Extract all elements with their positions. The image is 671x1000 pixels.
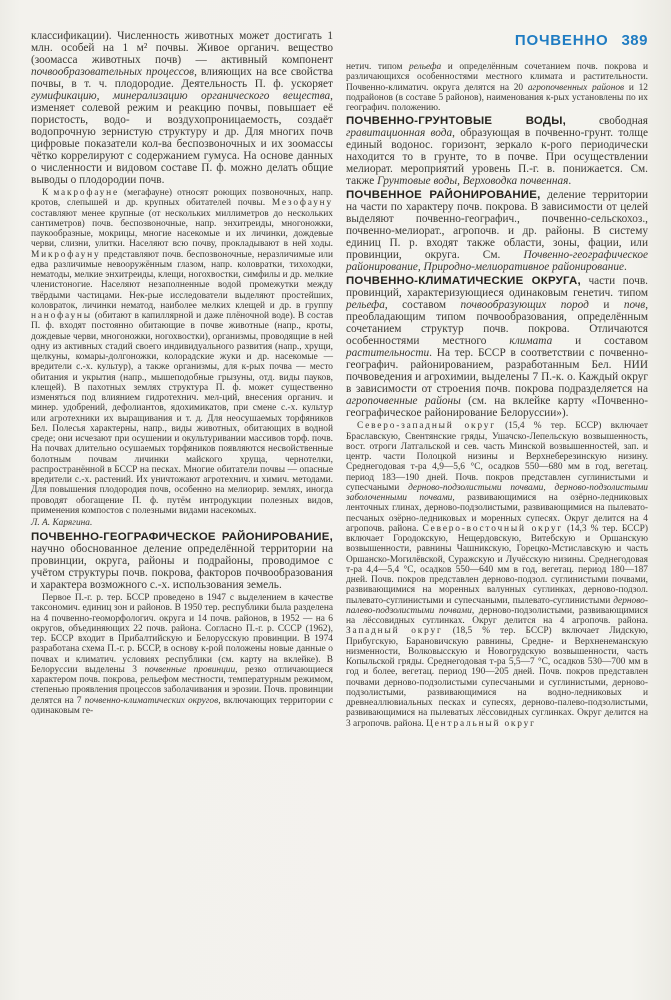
- text-run: , дерново-подзолистыми, развивающимися на лёссовидных суглинках. Округ делится на 4 агропочв. района.: [346, 605, 648, 626]
- text-run: Центральный округ: [426, 718, 536, 729]
- text-run: (18,5 % тер. БССР) включает Лидскую, Прибугскую, Барановичскую равнины, Средне- и Верхненеманскую низменности, Волковысскую и Новогрудскую возвышенности, часть Копыльской гряды. Среднегодовая т-ра 5,5—7 °С, осадков 530—700 мм в год и более, вегетац. период 190—205 дней. Почв. покров представлен почвами дерново-подзолистыми супесчаными и суглинистыми, дерново-подзолистыми, развивающимися на водно-ледниковых и древнеаллювиальных песках и супесях, дерново-палево-подзолистыми, развивающимися на пылеватых лёссовидных суглинках. Округ делится на 3 агропочв. района.: [346, 626, 648, 729]
- text-run: агропочвенных районов: [527, 82, 625, 93]
- text-run: свободная: [566, 115, 648, 128]
- text-run: составляют менее крупные (от нескольких миллиметров до нескольких сантиметров) почв. беспозвоночные, напр. энхитреиды, многоножки, паукообразные, мокрицы, многие насекомые и их личинки, дождевые черви, слизни, улитки. Населяют всю почву, прокладывают в ней ходы.: [31, 208, 333, 250]
- text-run: почвенные провинции: [144, 664, 236, 675]
- text-run: (15,4 % тер. БССР) включает Браславскую, Свентянские гряды, Ушачско-Лепельскую возвышенность, вост. отроги Латгальской и сев. часть Минской возвышенностей, зап. и центр. части Полоцкой низины и Верхнеберезинскую низину. Среднегодовая т-ра 4,9—5,6 °С, осадков 550—680 мм в год, вегетац. период 183—190 дней. Почв. покров представлен суглинистыми и супесчаными: [346, 421, 649, 493]
- running-head-word: ПОЧВЕННО: [514, 32, 609, 49]
- text-run: классификации). Численность животных может достигать 1 млн. особей на 1 м² почвы. Живое органич. вещество (зоомасса животных почв) — активный компонент: [31, 30, 333, 66]
- text-run: почвообразовательных процессов: [31, 66, 195, 78]
- text-run: и составом: [552, 335, 648, 348]
- text-run: научно обоснованное деление определённой территории на провинции, округа, районы и подрайоны, проводимое с учётом структуры почв. покрова, факторов почвообразования и характера возможного с.-х. использования земель.: [31, 543, 333, 591]
- text-run: почвенно-климатических округов: [84, 695, 219, 706]
- entry-paragraph: [31, 531, 333, 591]
- entry-headword: ПОЧВЕННО-ГРУНТОВЫЕ ВОДЫ,: [346, 115, 567, 128]
- paragraph: [31, 30, 333, 186]
- text-run: нетич. типом: [346, 62, 409, 72]
- entry-headword: ПОЧВЕННО-КЛИМАТИЧЕСКИЕ ОКРУГА,: [346, 275, 581, 288]
- text-run: Северо-восточный округ: [422, 523, 563, 534]
- text-run: и определённым сочетанием почв. покрова и различающихся особенностями местного климата и растительности. Почвенно-климатич. округа делятся на 20: [346, 62, 648, 93]
- text-run: .: [568, 175, 572, 188]
- running-head: [346, 32, 648, 49]
- text-run: Л. А. Карягина.: [31, 518, 93, 528]
- text-run: Микрофауну: [31, 249, 101, 260]
- text-run: , развивающимися на озёрно-ледниковых ленточных глинах, дерново-подзолистыми, развивающимися на пылевато-песчаных озёрно-ледниковых и моренных супесях. Округ делится на 4 агропочв. района.: [346, 493, 648, 534]
- paragraph: [346, 62, 648, 113]
- text-run: почвообразующих пород: [460, 299, 589, 312]
- text-run: деление территории на части по характеру почв. покрова. В зависимости от целей выделяют почвенно-географич., почвенно-сельскохоз., почвенно-мелиорат., агропочв. и др. районы. В систему единиц П. р. входят также области, зоны, фации, или провинции, округа. См.: [346, 189, 648, 262]
- text-run: растительности: [346, 347, 430, 360]
- text-run: , резко отличающиеся характером почв. покрова, рельефом местности, температурным режимом, степенью проявления процессов заболачивания и эрозии. Почв. провинции делятся на 7: [31, 664, 333, 706]
- page-number: 389: [621, 32, 648, 49]
- text-run: Мезофауну: [271, 198, 333, 209]
- text-run: (обитают в капиллярной и даже плёночной воде). В состав П. ф. входят постоянно обитающие в почве животные (напр., кроты, дождевые черви, многоножки, ногохвостки), организмы, проводящие в ней одну из активных стадий своего индивидуального развития (напр., хрущи, щелкуны, комары-долгоножки, колорадские жуки и др. насекомые — вредители с.-х. культур), а также организмы, для к-рых почва — место обитания и укрытия (напр., мышеподобные грызуны, отд. виды пауков, клещей). В пахотных землях структура П. ф. может существенно изменяться под влиянием гидротехнич. мел-ций, внесения органич. и минер. удобрений, дефолиантов, ядохимикатов, при смене с.-х. культур или агротехники их выращивания и т. д. Для неосушаемых торфяников Бел. Полесья характерны, напр., виды животных, обитающих в водной среде; они исчезают при осушении и окультуривании массивов торф. почв. На почвах длительно осушаемых торфяников появляются несвойственные болотным почвам личинки майского хруща, чернотелки, распространённой в БССР на песках. Многие обитатели почвы — опасные вредители с.-х. растений. Их уничтожают агротехнич. и химич. методами. Для повышения плодородия почв, особенно на мелиорир. землях, иногда проводят обогащение П. ф. путём интродукции полезных видов, применения компостов с полезными видами насекомых.: [31, 311, 333, 516]
- text-run: Первое П.-г. р. тер. БССР проведено в 1947 с выделением в качестве таксономич. единиц зон и районов. В 1950 тер. республики была разделена на 4 почвенно-геоморфологич. округа и 14 почв. районов, в 1952 — на 6 округов, объединяющих 22 почв. района. Согласно П.-г. р. СССР (1962), тер. БССР входит в Прибалтийскую и Белорусскую провинции. В 1974 разработана схема П.-г. р. БССР, в основу к-рой положены новые данные о почвах и климатич. условиях республики (см. карту на вклейке). В Белоруссии выделены 3: [31, 593, 333, 675]
- author-signature: [31, 518, 333, 529]
- text-run: . На тер. БССР в соответствии с почвенно-географич. районированием, разработанным Бел. НИИ почвоведения и агрохимии, выделены 7 П.-к. о. Каждый округ в зависимости от строения почв. покрова подразделяется на: [346, 347, 648, 396]
- text-run: Северо-западный округ: [357, 421, 496, 432]
- left-column: [31, 30, 333, 731]
- text-run: Западный округ: [346, 626, 443, 637]
- entry-paragraph: [346, 115, 648, 187]
- text-run: дерново-палево-подзолистыми почвами: [346, 595, 648, 616]
- text-run: гравитационная вода: [346, 127, 453, 140]
- text-run: нанофауны: [31, 311, 92, 321]
- text-run: части почв. провинций, характеризующиеся одинаковым генетич. типом: [346, 275, 648, 300]
- text-run: и 12 подрайонов (в составе 5 районов), наименования к-рых установлены по их географич. положению.: [346, 82, 648, 113]
- text-run: Почвенно-географическое районирование, Природно-мелиоративное районирование: [346, 249, 648, 274]
- paragraph: [31, 188, 333, 516]
- text-run: Грунтовые воды, Верховодка почвенная: [377, 175, 569, 188]
- text-run: представляют почв. беспозвоночные, неразличимые или едва различимые невооружённым глазом, напр. коловратки, тихоходки, нематоды, мелкие энхитреиды, клещи, ногохвостки, симфилы и др. мелкие членистоногие. Населяют незаполненные водой промежутки между твёрдыми частицами. Нек-рые исследователи выделяют простейших, коловраток, личинки нематод, наиболее мелких клещей и др. в группу: [31, 249, 333, 311]
- two-column-layout: [31, 30, 648, 731]
- entry-headword: ПОЧВЕННО-ГЕОГРАФИЧЕСКОЕ РАЙОНИРОВАНИЕ,: [31, 531, 333, 543]
- text-run: , изменяет солевой режим и реакцию почвы, повышает её пористость, водо- и воздухопроницаемость, создаёт водопрочную зернистую структуру и др. Для многих почв цифровые показатели кол-ва беспозвоночных и их зоомассы чётко коррелируют с содержанием гумуса. На основе данных о численности и видовом составе П. ф. можно делать общие выводы о плодородии почв.: [31, 90, 333, 186]
- text-run: (мегафауне) относят роющих позвоночных, напр. кротов, слепышей и др. крупных обитателей почвы.: [31, 188, 333, 209]
- right-column: [346, 30, 648, 731]
- text-run: (см. на вклейке карту «Почвенно-географическое районирование Белоруссии»).: [346, 395, 648, 420]
- text-run: гумификацию, минерализацию органического вещества: [31, 90, 331, 102]
- text-run: К: [42, 188, 54, 198]
- text-run: агропочвенные районы: [346, 395, 461, 408]
- text-run: , влияющих на все свойства почвы, в т. ч. плодородие. Деятельность П. ф. ускоряет: [31, 66, 333, 90]
- text-run: .: [624, 261, 627, 274]
- text-run: , преобладающим типом почвообразования, определённым сочетанием структур почв. покрова. Отличаются особенностями местного: [346, 299, 649, 348]
- text-run: , образующая в почвенно-грунт. толще единый водонос. горизонт, зеркало к-рого периодически находится то в грунте, то в почве. При осуществлении мелиорат. мероприятий уровень П.-г. в. понижается. См. также: [346, 127, 649, 188]
- text-run: , включающих территории с одинаковым ге-: [31, 695, 333, 716]
- text-run: макрофауне: [53, 188, 119, 198]
- entry-paragraph: [346, 275, 648, 419]
- text-run: рельефа: [409, 62, 442, 72]
- text-run: рельефа: [346, 299, 385, 312]
- paragraph: [31, 593, 333, 716]
- text-run: климата: [509, 335, 553, 348]
- text-run: и: [588, 299, 624, 312]
- entry-paragraph: [346, 189, 648, 273]
- text-run: дерново-подзолистыми почвами, дерново-подзолистыми заболоченными почвами: [346, 482, 648, 503]
- text-run: почв: [623, 299, 646, 312]
- entry-headword: ПОЧВЕННОЕ РАЙОНИРОВАНИЕ,: [346, 189, 541, 202]
- text-run: , составом: [384, 299, 461, 312]
- text-run: (14,3 % тер. БССР) включает Городокскую, Нещердовскую, Витебскую и Оршанскую возвышенности, равнины Чашникскую, Горецко-Мстиславскую и часть Оршанско-Могилёвской, Суражскую и Лучёсскую низины. Среднегодовая т-ра 4,4—5,4 °С, осадков 550—640 мм в год, вегетац. период 180—187 дней. Почв. покров представлен дерново-подзол. суглинистыми почвами, развивающимися на моренных валунных суглинках, дерново-подзол. пылевато-суглинистыми и супесчаными, пылевато-суглинистыми: [346, 523, 648, 606]
- paragraph: [346, 421, 648, 729]
